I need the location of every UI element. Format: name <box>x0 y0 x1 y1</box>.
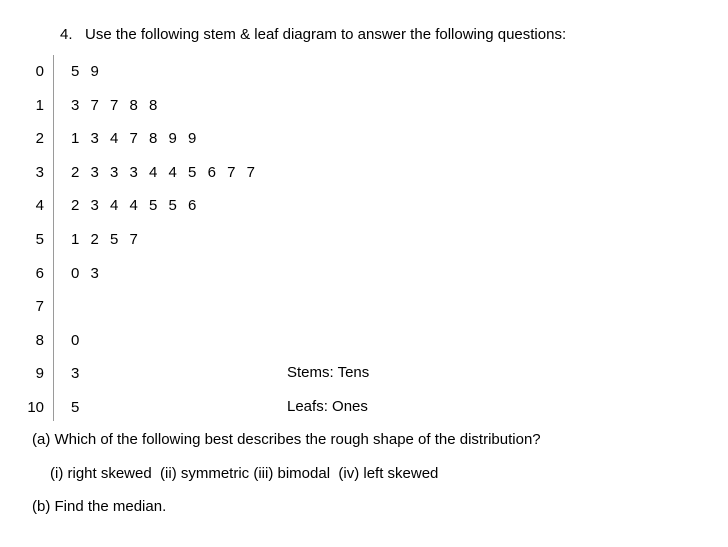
stem-value: 5 <box>35 231 44 248</box>
leaf-values: 0 <box>71 332 81 349</box>
stem-value: 3 <box>35 164 44 181</box>
part-a-question: (a) Which of the following best describes the rough shape of the distribution? <box>32 431 541 448</box>
leaf-values: 3 7 7 8 8 <box>71 97 159 114</box>
stems-legend: Stems: Tens <box>287 364 370 381</box>
stem-value: 6 <box>35 265 44 282</box>
stem-value: 2 <box>35 130 44 147</box>
stem-value: 8 <box>35 332 44 349</box>
leaf-values: 0 3 <box>71 265 101 282</box>
question-text: Use the following stem & leaf diagram to answer the following questions: <box>85 26 567 43</box>
leaf-values: 5 9 <box>71 63 101 80</box>
leafs-legend: Leafs: Ones <box>287 398 368 415</box>
stem-value: 9 <box>35 365 44 382</box>
stem-value: 1 <box>35 97 44 114</box>
leaf-values: 2 3 4 4 5 5 6 <box>71 197 198 214</box>
stem-value: 0 <box>35 63 44 80</box>
leaf-values: 3 <box>71 365 81 382</box>
leaf-values: 5 <box>71 399 81 416</box>
stem-value: 10 <box>27 399 44 416</box>
part-a-options: (i) right skewed (ii) symmetric (iii) bimodal (iv) left skewed <box>50 465 439 482</box>
stem-divider <box>53 55 54 421</box>
stem-value: 7 <box>35 298 44 315</box>
leaf-values: 1 3 4 7 8 9 9 <box>71 130 198 147</box>
leaf-values: 2 3 3 3 4 4 5 6 7 7 <box>71 164 257 181</box>
stem-value: 4 <box>35 197 44 214</box>
part-b-question: (b) Find the median. <box>32 498 167 515</box>
question-number: 4. <box>60 26 73 43</box>
leaf-values: 1 2 5 7 <box>71 231 140 248</box>
